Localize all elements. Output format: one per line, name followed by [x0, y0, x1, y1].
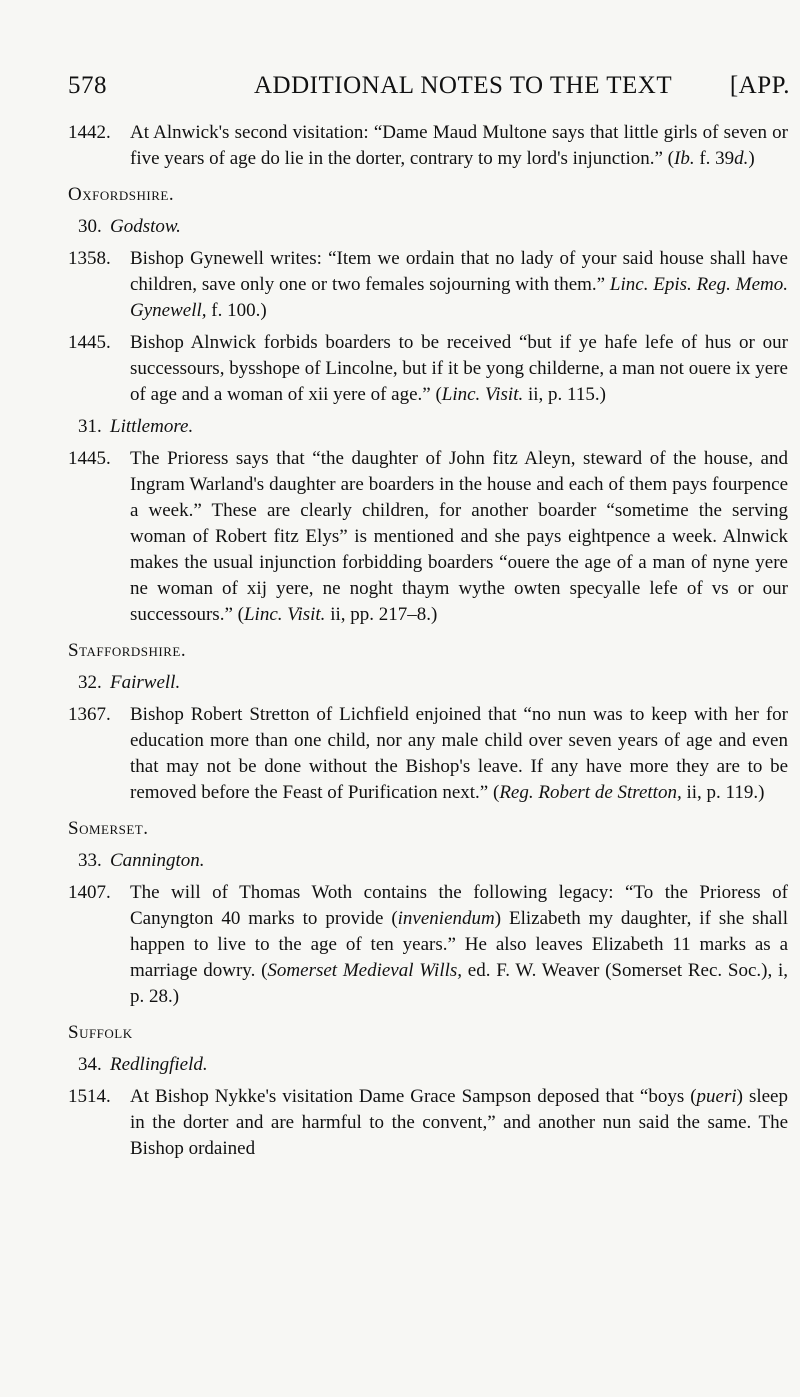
page-number: 578	[68, 72, 107, 99]
entry-text: At Bishop Nykke's visitation Dame Grace Sampson deposed that “boys (pueri) sleep in the dorter and are harmful to the convent,” and another nun said the same. The Bishop ordained	[130, 1086, 788, 1159]
entry-year: 1358.	[68, 248, 111, 269]
entry-1445-littlemore	[68, 446, 788, 628]
entry-1514	[68, 1084, 788, 1162]
entry-text: Bishop Alnwick forbids boarders to be received “but if ye hafe lefe of hus or our successours, bysshope of Lincolne, but if it be yong childerne, a man not ouere ix yere of age and a woman of xii yere of age.” (Linc. Visit. ii, p. 115.)	[130, 332, 788, 405]
entry-text: Bishop Gynewell writes: “Item we ordain that no lady of your said house shall have children, save only one or two females sojourning with them.” Linc. Epis. Reg. Memo. Gynewell, f. 100.)	[130, 248, 788, 321]
entry-year: 1514.	[68, 1086, 111, 1107]
page-body	[68, 120, 788, 1162]
running-title: ADDITIONAL NOTES TO THE TEXT	[254, 72, 673, 99]
entry-year: 1442.	[68, 122, 111, 143]
entry-1445-godstow	[68, 330, 788, 408]
entry-1367	[68, 702, 788, 806]
entry-1442	[68, 120, 788, 172]
place-heading-godstow: 30. Godstow.	[78, 216, 181, 237]
place-heading-fairwell: 32. Fairwell.	[78, 672, 181, 693]
entry-year: 1445.	[68, 448, 111, 469]
place-heading-cannington: 33. Cannington.	[78, 850, 205, 871]
running-header	[68, 72, 788, 112]
county-heading-suffolk: Suffolk	[68, 1022, 133, 1043]
entry-text: The will of Thomas Woth contains the following legacy: “To the Prioress of Canyngton 40 marks to provide (inveniendum) Elizabeth my daughter, if she shall happen to live to the age of ten years.” He also leaves Elizabeth 11 marks as a marriage dowry. (Somerset Medieval Wills, ed. F. W. Weaver (Somerset Rec. Soc.), i, p. 28.)	[130, 882, 789, 1007]
section-marker: [APP.	[729, 72, 790, 99]
entry-1407	[68, 880, 788, 1010]
place-heading-redlingfield: 34. Redlingfield.	[78, 1054, 208, 1075]
document-page	[68, 72, 788, 1168]
county-heading-oxfordshire: Oxfordshire.	[68, 184, 175, 205]
entry-year: 1445.	[68, 332, 111, 353]
county-heading-staffordshire: Staffordshire.	[68, 640, 187, 661]
county-heading-somerset: Somerset.	[68, 818, 149, 839]
entry-1358	[68, 246, 788, 324]
entry-text: Bishop Robert Stretton of Lichfield enjoined that “no nun was to keep with her for education more than one child, nor any male child over seven years of age and even that may not be done without the Bishop's leave. If any have more they are to be removed before the Feast of Purification next.” (Reg. Robert de Stretton, ii, p. 119.)	[130, 704, 788, 803]
place-heading-littlemore: 31. Littlemore.	[78, 416, 194, 437]
entry-text: The Prioress says that “the daughter of John fitz Aleyn, steward of the house, and Ingram Warland's daughter are boarders in the house and each of them pays fourpence a week.” These are clearly children, for another boarder “sometime the serving woman of Robert fitz Elys” is mentioned and she pays eightpence a week. Alnwick makes the usual injunction forbidding boarders “ouere the age of a man of nyne yere ne woman of xij yere, ne noght thaym wythe owten specyalle lefe of vs or our successours.” (Linc. Visit. ii, pp. 217–8.)	[130, 448, 788, 625]
entry-text: At Alnwick's second visitation: “Dame Maud Multone says that little girls of seven or five years of age do lie in the dorter, contrary to my lord's injunction.” (Ib. f. 39d.)	[130, 122, 788, 169]
entry-year: 1407.	[68, 882, 111, 903]
entry-year: 1367.	[68, 704, 111, 725]
